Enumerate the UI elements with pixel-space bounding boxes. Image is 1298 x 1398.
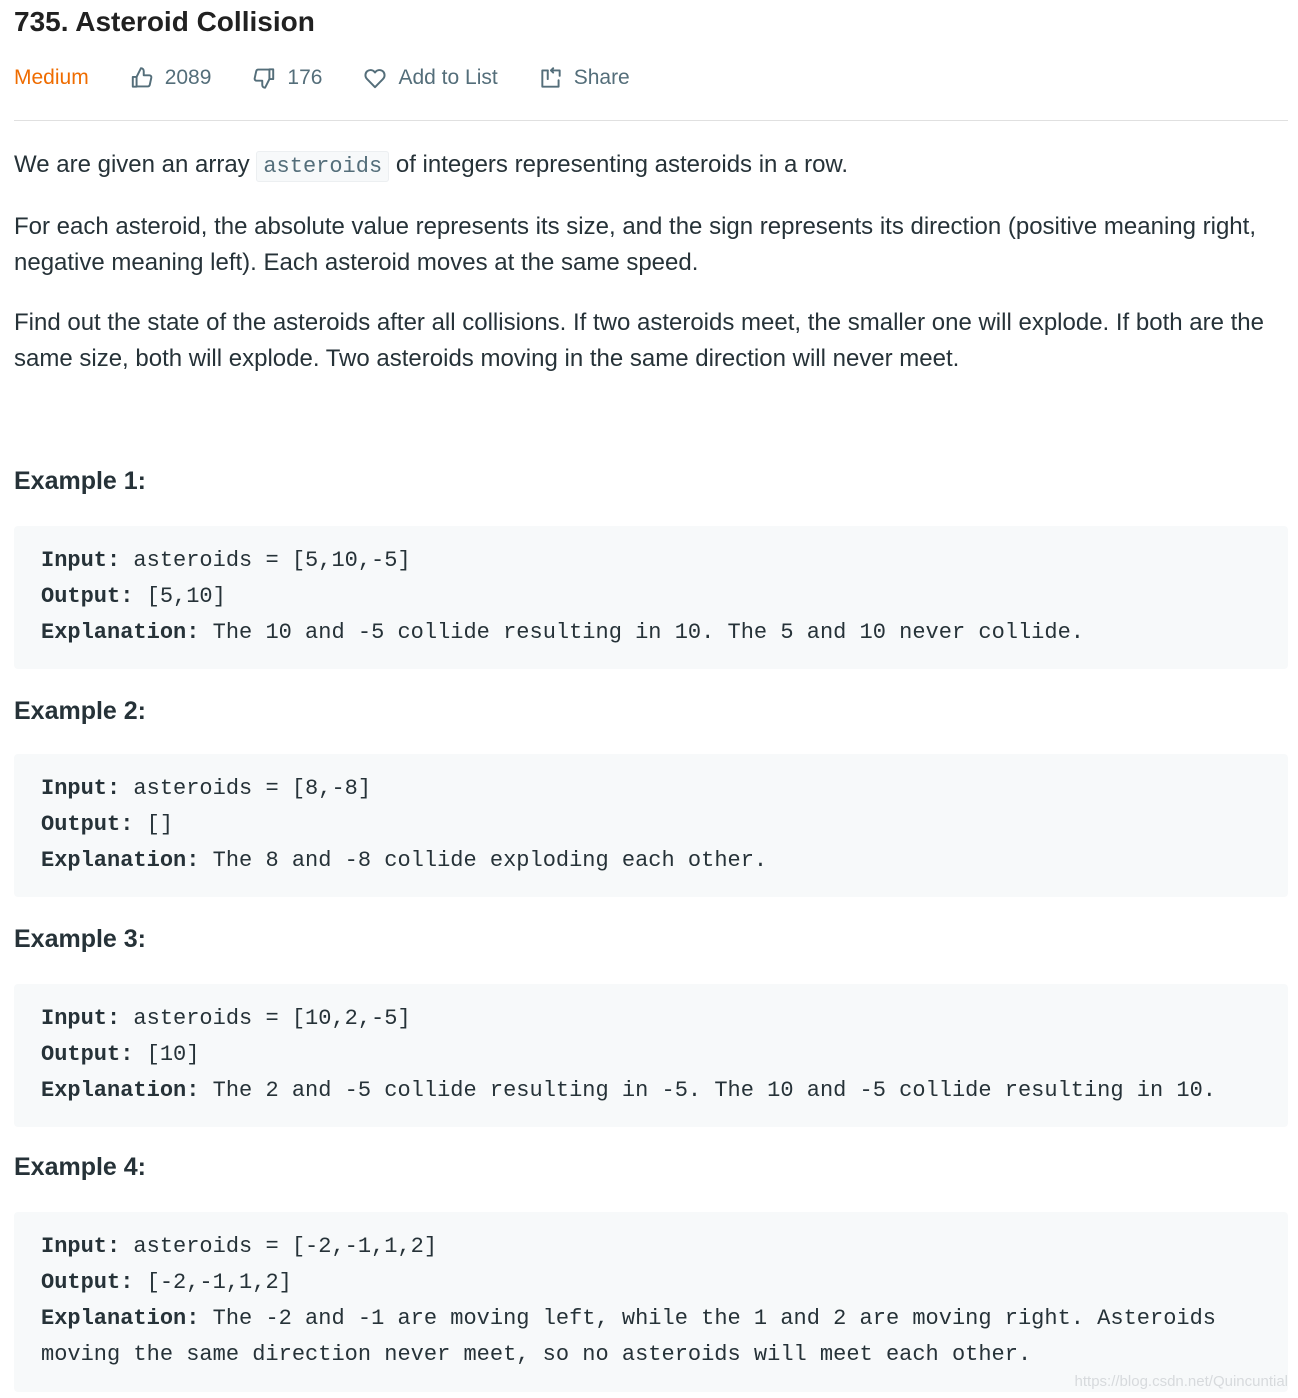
example-explanation: The -2 and -1 are moving left, while the 1 and 2 are moving right. Asteroids xyxy=(199,1306,1217,1331)
dislike-count: 176 xyxy=(287,66,323,89)
share-label: Share xyxy=(573,66,630,89)
difficulty-label: Medium xyxy=(14,66,89,89)
example-input: asteroids = [10,2,-5] xyxy=(120,1006,411,1031)
example-output: [-2,-1,1,2] xyxy=(133,1270,292,1295)
example-output: [] xyxy=(133,812,174,837)
input-label: Input: xyxy=(41,548,121,573)
example-heading: Example 1: xyxy=(14,467,147,495)
output-label: Output: xyxy=(41,1270,134,1295)
output-label: Output: xyxy=(41,1042,134,1067)
description-paragraph-1: We are given an array asteroids of integers representing asteroids in a row. xyxy=(14,147,1288,185)
example-input: asteroids = [5,10,-5] xyxy=(120,548,411,573)
example-explanation: The 10 and -5 collide resulting in 10. The 5 and 10 never collide. xyxy=(199,620,1084,645)
problem-title: 735. Asteroid Collision xyxy=(14,6,315,37)
example-code-block xyxy=(14,984,1288,1127)
example-input: asteroids = [8,-8] xyxy=(120,776,372,801)
example-input: asteroids = [-2,-1,1,2] xyxy=(120,1234,438,1259)
problem-meta-bar xyxy=(14,60,630,96)
input-label: Input: xyxy=(41,1006,121,1031)
description-paragraph-2: For each asteroid, the absolute value represents its size, and the sign represents its direction (positive meaning right, negative meaning left). Each asteroid moves at the same speed. xyxy=(14,213,1256,276)
output-label: Output: xyxy=(41,584,134,609)
output-label: Output: xyxy=(41,812,134,837)
explanation-label: Explanation: xyxy=(41,1078,200,1103)
explanation-label: Explanation: xyxy=(41,848,200,873)
thumbs-up-icon xyxy=(129,65,155,91)
heart-icon xyxy=(362,65,388,91)
example-output: [10] xyxy=(133,1042,200,1067)
example-code-block xyxy=(14,1212,1288,1392)
inline-code-asteroids: asteroids xyxy=(256,151,389,182)
input-label: Input: xyxy=(41,776,121,801)
watermark: https://blog.csdn.net/Quincuntial xyxy=(1074,1373,1288,1390)
share-button[interactable] xyxy=(538,65,630,91)
dislike-button[interactable] xyxy=(251,65,322,91)
input-label: Input: xyxy=(41,1234,121,1259)
example-code-block xyxy=(14,526,1288,669)
example-explanation-continued: moving the same direction never meet, so no asteroids will meet each other. xyxy=(41,1342,1032,1367)
share-icon xyxy=(538,65,564,91)
example-explanation: The 2 and -5 collide resulting in -5. The 10 and -5 collide resulting in 10. xyxy=(199,1078,1217,1103)
example-explanation: The 8 and -8 collide exploding each other. xyxy=(199,848,768,873)
example-heading: Example 4: xyxy=(14,1153,147,1181)
add-to-list-button[interactable] xyxy=(362,65,497,91)
example-heading: Example 3: xyxy=(14,925,147,953)
description-paragraph-3: Find out the state of the asteroids after all collisions. If two asteroids meet, the smaller one will explode. If both are the same size, both will explode. Two asteroids moving in the same direction will never meet. xyxy=(14,309,1264,372)
explanation-label: Explanation: xyxy=(41,1306,200,1331)
example-code-block xyxy=(14,754,1288,897)
like-count: 2089 xyxy=(164,66,212,89)
add-to-list-label: Add to List xyxy=(398,66,498,89)
example-output: [5,10] xyxy=(133,584,226,609)
like-button[interactable] xyxy=(129,65,212,91)
header-divider xyxy=(14,120,1288,121)
explanation-label: Explanation: xyxy=(41,620,200,645)
example-heading: Example 2: xyxy=(14,697,147,725)
thumbs-down-icon xyxy=(251,65,277,91)
